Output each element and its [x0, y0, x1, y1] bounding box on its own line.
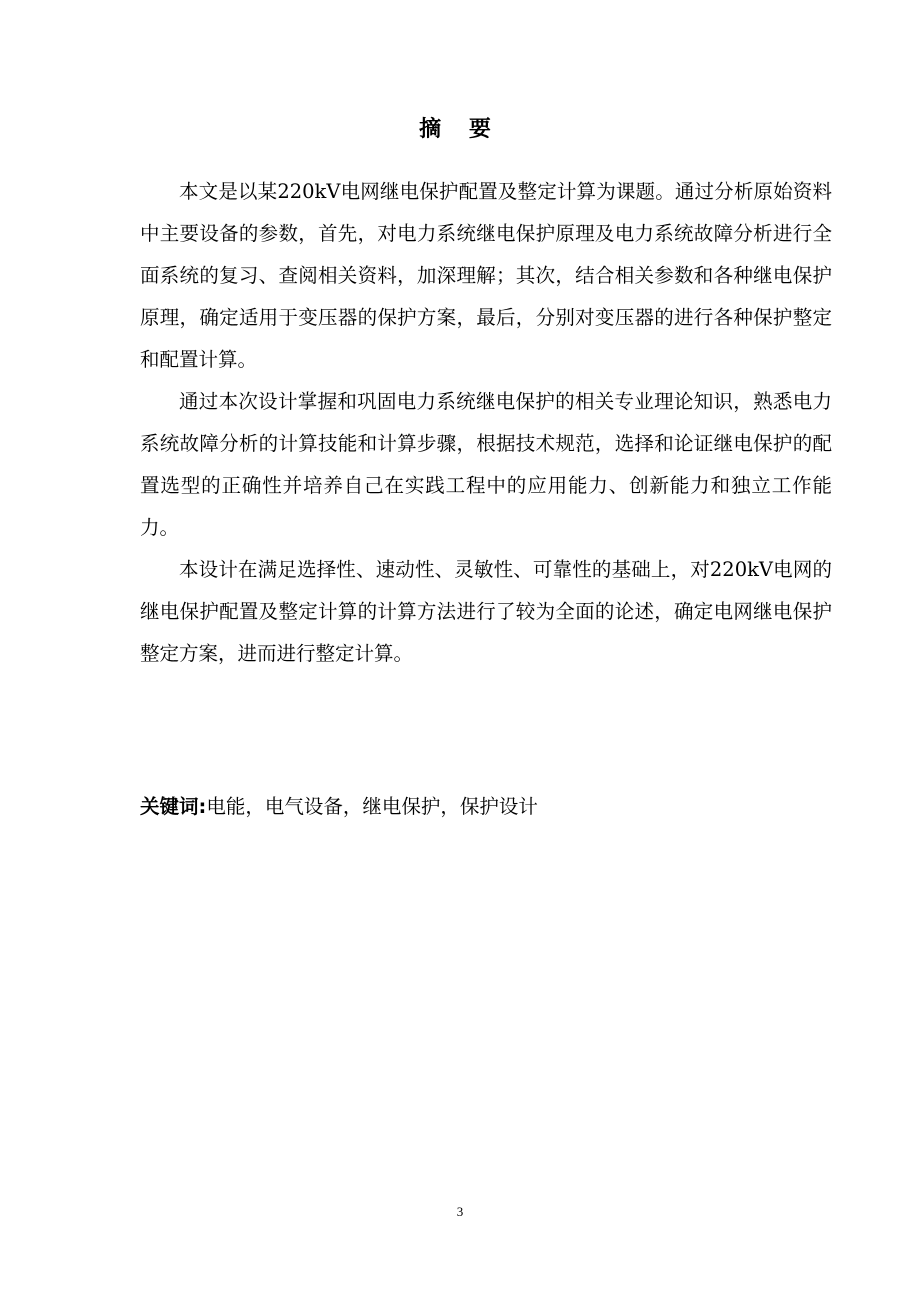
keywords-line: [140, 786, 832, 828]
keywords-text: 电能，电气设备，继电保护，保护设计: [206, 795, 538, 818]
abstract-paragraph-3: 本设计在满足选择性、速动性、灵敏性、可靠性的基础上，对220kV电网的继电保护配置及整定计算的计算方法进行了较为全面的论述，确定电网继电保护整定方案，进而进行整定计算。: [140, 558, 832, 665]
abstract-paragraph-2: 通过本次设计掌握和巩固电力系统继电保护的相关专业理论知识，熟悉电力系统故障分析的计算技能和计算步骤，根据技术规范，选择和论证继电保护的配置选型的正确性并培养自己在实践工程中的应用能力、创新能力和独立工作能力。: [140, 390, 832, 539]
keywords-label: 关键词:: [140, 795, 207, 818]
abstract-paragraph-1: 本文是以某220kV电网继电保护配置及整定计算为课题。通过分析原始资料中主要设备的参数，首先，对电力系统继电保护原理及电力系统故障分析进行全面系统的复习、查阅相关资料，加深理解；其次，结合相关参数和各种继电保护原理，确定适用于变压器的保护方案，最后，分别对变压器的进行各种保护整定和配置计算。: [140, 180, 832, 371]
page-number: 3: [456, 1204, 464, 1219]
abstract-title: 摘 要: [419, 117, 501, 142]
abstract-body: [140, 171, 832, 675]
